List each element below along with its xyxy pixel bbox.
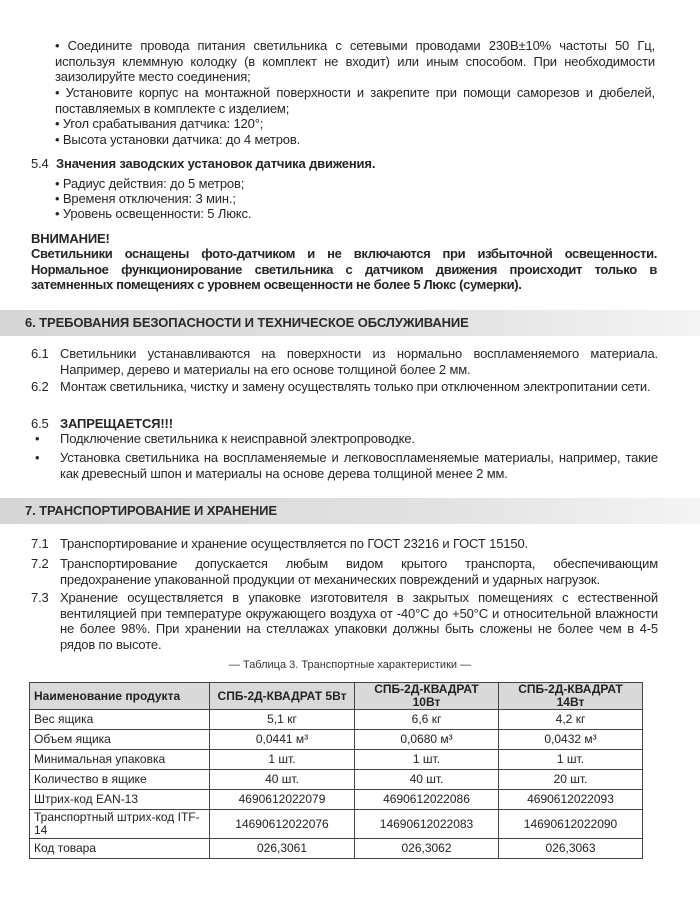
table-header-cell: СПБ-2Д-КВАДРАТ 14Вт [499,683,643,710]
s71-text: Транспортирование и хранение осуществляется по ГОСТ 23216 и ГОСТ 15150. [60,536,528,551]
bullet-mounting: • Установите корпус на монтажной поверхности и закрепите при помощи саморезов и дюбелей, поставляемых в комплекте с изделием; [55,85,655,116]
table-caption: — Таблица 3. Транспортные характеристики — [228,659,472,671]
table-cell: Минимальная упаковка [30,750,210,770]
warning-title: ВНИМАНИЕ! [31,231,110,246]
warning-text: Светильники оснащены фото-датчиком и не включаются при избыточной освещенности. Нормальное функционирование светильника с датчиком движения происходит только в затемненных помещениях с уровнем освещенности не более 5 Люкс (сумерки). [31,246,657,292]
table-cell: 4,2 кг [499,710,643,730]
bullet-height: • Высота установки датчика: до 4 метров. [55,132,301,147]
table-header-cell: Наименование продукта [30,683,210,710]
s54-number: 5.4 [31,156,49,171]
table-row [30,710,643,730]
table-cell: 0,0680 м³ [355,730,499,750]
s65-number: 6.5 [31,416,49,431]
table-cell: 5,1 кг [210,710,355,730]
s72-number: 7.2 [31,556,49,571]
transport-table [29,682,643,859]
table-cell: 026,3062 [355,839,499,859]
table-row [30,770,643,790]
s54-item: • Уровень освещенности: 5 Люкс. [55,206,252,221]
table-row [30,790,643,810]
table-cell: 1 шт. [499,750,643,770]
table-cell: Штрих-код EAN-13 [30,790,210,810]
table-cell: 4690612022093 [499,790,643,810]
section-7-title: 7. ТРАНСПОРТИРОВАНИЕ И ХРАНЕНИЕ [25,503,277,518]
s62-number: 6.2 [31,379,49,394]
s73-number: 7.3 [31,590,49,605]
table-cell: 1 шт. [355,750,499,770]
s54-item: • Радиус действия: до 5 метров; [55,176,245,191]
table-cell: 1 шт. [210,750,355,770]
table-cell: 0,0441 м³ [210,730,355,750]
table-cell: 14690612022076 [210,810,355,839]
table-cell: Количество в ящике [30,770,210,790]
table-cell: 0,0432 м³ [499,730,643,750]
s54-item: • Временя отключения: 3 мин.; [55,191,236,206]
table-cell: 4690612022079 [210,790,355,810]
table-cell: Вес ящика [30,710,210,730]
table-cell: 026,3061 [210,839,355,859]
table-cell: 6,6 кг [355,710,499,730]
s73-text: Хранение осуществляется в упаковке изготовителя в закрытых помещениях с естественной вентиляцией при температуре окружающего воздуха от -40°С до +50°С и относительной влажности не более 98%. При хранении на стеллажах упаковки должны быть сложены не более чем в 4-5 рядов по высоте. [60,590,658,652]
s65-bullet-mark: • [35,431,40,446]
table-cell: Транспортный штрих-код ITF-14 [30,810,210,839]
s65-bullet-mark: • [35,450,40,465]
s71-number: 7.1 [31,536,49,551]
s61-number: 6.1 [31,346,49,361]
s65-title: ЗАПРЕЩАЕТСЯ!!! [60,416,173,431]
table-row [30,839,643,859]
section-6-header [0,310,700,336]
section-7-header [0,498,700,524]
s65-item: Подключение светильника к неисправной электропроводке. [60,431,415,446]
table-row [30,730,643,750]
s62-text: Монтаж светильника, чистку и замену осуществлять только при отключенном электропитании сети. [60,379,651,394]
s54-title: Значения заводских установок датчика движения. [56,156,376,171]
table-header-cell: СПБ-2Д-КВАДРАТ 10Вт [355,683,499,710]
s65-item: Установка светильника на воспламеняемые и легковоспламеняемые материалы, например, такие как древесный шпон и материалы на основе дерева толщиной менее 2 мм. [60,450,658,481]
table-row [30,810,643,839]
table-cell: Объем ящика [30,730,210,750]
table-header-cell: СПБ-2Д-КВАДРАТ 5Вт [210,683,355,710]
section-6-title: 6. ТРЕБОВАНИЯ БЕЗОПАСНОСТИ И ТЕХНИЧЕСКОЕ ОБСЛУЖИВАНИЕ [25,315,469,330]
table-cell: 20 шт. [499,770,643,790]
table-header-row [30,683,643,710]
s61-text: Светильники устанавливаются на поверхности из нормально воспламеняемого материала. Например, дерево и материалы на его основе толщиной более 2 мм. [60,346,658,377]
table-cell: 026,3063 [499,839,643,859]
table-cell: 4690612022086 [355,790,499,810]
bullet-wiring: • Соедините провода питания светильника с сетевыми проводами 230В±10% частоты 50 Гц, используя клеммную колодку (в комплект не входит) или иным способом. При необходимости заизолируйте место соединения; [55,38,655,84]
table-cell: 14690612022083 [355,810,499,839]
bullet-angle: • Угол срабатывания датчика: 120°; [55,116,264,131]
table-cell: Код товара [30,839,210,859]
table-cell: 14690612022090 [499,810,643,839]
s72-text: Транспортирование допускается любым видом крытого транспорта, обеспечивающим предохранение упакованной продукции от механических повреждений и ударных нагрузок. [60,556,658,587]
table-cell: 40 шт. [210,770,355,790]
table-cell: 40 шт. [355,770,499,790]
table-row [30,750,643,770]
